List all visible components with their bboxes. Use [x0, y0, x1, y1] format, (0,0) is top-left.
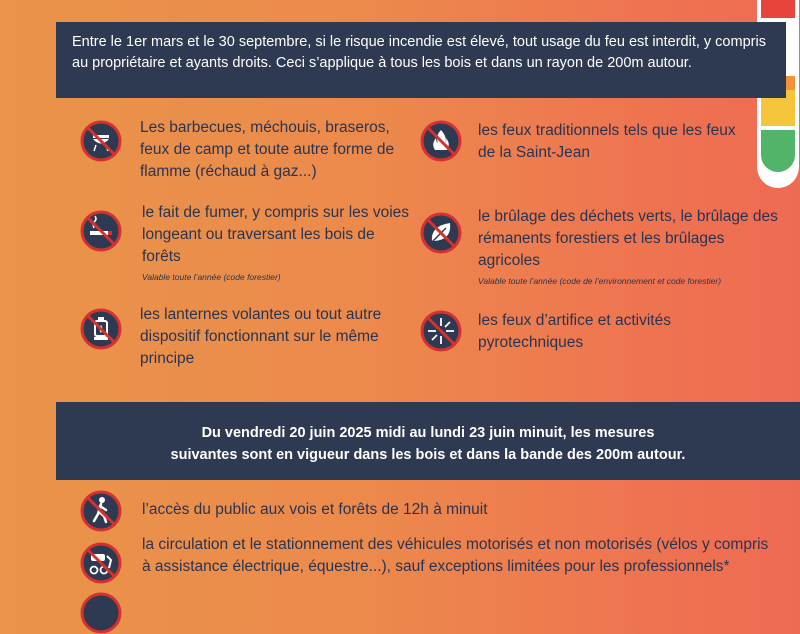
fire-ban-text: Entre le 1er mars et le 30 septembre, si le risque incendie est élevé, tout usage du feu est interdit, y compris au propriétaire et ayants droits. Ceci s’applique à tous les bois et dans un rayon de 200m autour. — [72, 34, 766, 71]
prohibition-note: Valable toute l’année (code forestier) — [142, 272, 281, 282]
barbecue-icon — [80, 120, 122, 162]
prohibition-item-fireworks — [420, 310, 740, 354]
prohibition-item-barbecue — [80, 120, 410, 183]
measure-text: la circulation et le stationnement des véhicules motorisés et non motorisés (vélos y compris à assistance électrique, équestre...), sauf exceptions limitées pour les professionnels* — [142, 536, 769, 575]
leaf-icon — [420, 212, 462, 254]
prohibition-text: les lanternes volantes ou tout autre dispositif fonctionnant sur le même principe — [140, 306, 382, 367]
prohibition-item-smoking — [80, 202, 410, 282]
restriction-period-line1: Du vendredi 20 juin 2025 midi au lundi 23 juin minuit, les mesures — [201, 425, 655, 441]
prohibition-text: Les barbecues, méchouis, braseros, feux de camp et toute autre forme de flamme (réchaud à gaz...) — [140, 119, 395, 180]
lantern-icon — [80, 308, 122, 350]
prohibition-item-bonfire — [420, 120, 740, 164]
prohibition-text: les feux traditionnels tels que les feux de la Saint-Jean — [478, 122, 736, 161]
prohibition-note: Valable toute l’année (code de l’environnement et code forestier) — [478, 276, 722, 286]
prohibition-item-green-waste — [420, 206, 780, 286]
gauge-red-level — [761, 0, 795, 18]
vehicles-icon — [80, 542, 122, 584]
fire-ban-banner — [56, 22, 786, 98]
restriction-period-banner — [56, 402, 800, 480]
gauge-green-level — [761, 130, 795, 172]
cigarette-icon — [80, 210, 122, 252]
prohibition-item-lanterns — [80, 308, 410, 370]
measure-item-public-access — [80, 490, 780, 532]
fireworks-icon — [420, 310, 462, 352]
bonfire-icon — [420, 120, 462, 162]
restriction-period-line2: suivantes sont en vigueur dans les bois et dans la bande des 200m autour. — [170, 447, 686, 463]
prohibition-text: les feux d’artifice et activités pyrotechniques — [478, 312, 671, 351]
pedestrian-icon — [80, 490, 122, 532]
measure-item-vehicles — [80, 536, 770, 584]
prohibition-text: le brûlage des déchets verts, le brûlage des rémanents forestiers et les brûlages agricoles — [478, 208, 778, 269]
prohibition-text: le fait de fumer, y compris sur les voies longeant ou traversant les bois de forêts — [142, 204, 410, 265]
partial-restriction-icon — [80, 592, 122, 634]
measure-text: l’accès du public aux vois et forêts de 12h à minuit — [142, 501, 488, 518]
